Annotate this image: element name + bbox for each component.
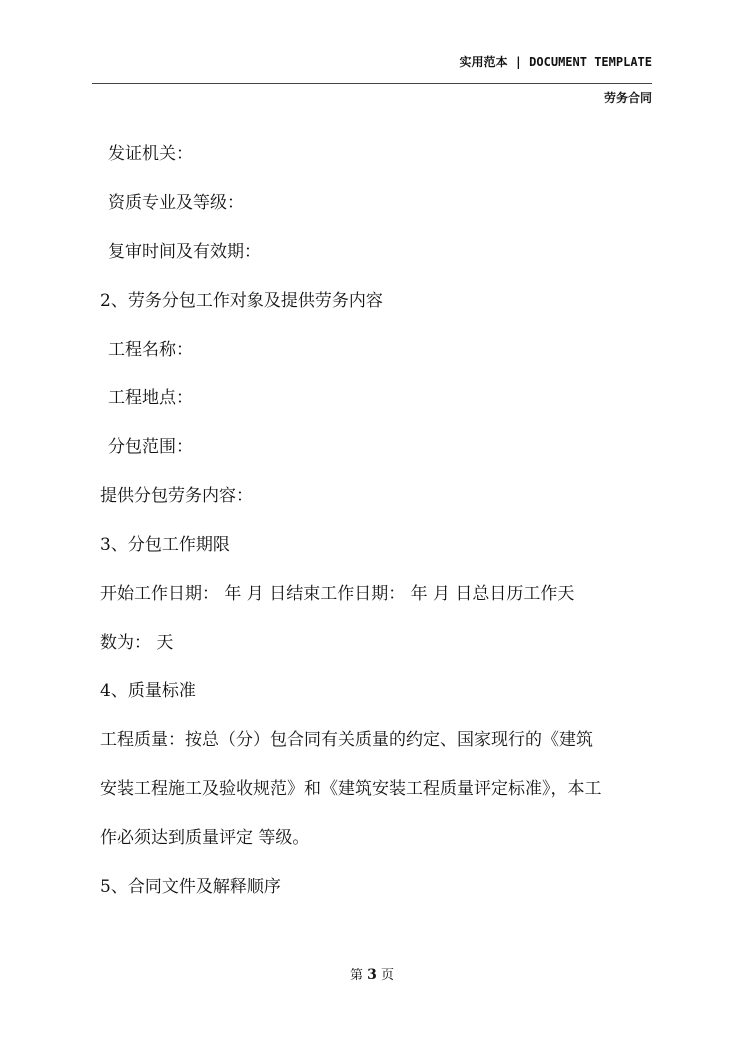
section-4-heading: 4、质量标准	[100, 681, 196, 701]
footer-suffix: 页	[381, 968, 395, 983]
section-5-heading: 5、合同文件及解释顺序	[100, 877, 281, 897]
work-period-line-1: 开始工作日期： 年 月 日结束工作日期： 年 月 日总日历工作天	[100, 584, 575, 604]
subcontract-scope-line: 分包范围：	[108, 437, 193, 457]
header-divider	[92, 83, 652, 84]
page-number: 3	[367, 967, 377, 983]
project-name-line: 工程名称：	[108, 340, 193, 360]
labor-content-line: 提供分包劳务内容：	[100, 486, 253, 506]
section-3-heading: 3、分包工作期限	[100, 535, 230, 555]
header-document-template: 实用范本 | DOCUMENT TEMPLATE	[459, 55, 652, 69]
work-period-line-2: 数为： 天	[100, 633, 174, 653]
quality-line-3: 作必须达到质量评定 等级。	[100, 828, 310, 848]
quality-line-2: 安装工程施工及验收规范》和《建筑安装工程质量评定标准》，本工	[100, 779, 602, 799]
quality-line-1: 工程质量：按总（分）包合同有关质量的约定、国家现行的《建筑	[100, 730, 593, 750]
header-subtitle: 劳务合同	[603, 91, 652, 105]
project-location-line: 工程地点：	[108, 388, 193, 408]
qualification-line: 资质专业及等级：	[108, 193, 244, 213]
review-validity-line: 复审时间及有效期：	[108, 242, 261, 262]
section-2-heading: 2、劳务分包工作对象及提供劳务内容	[100, 291, 383, 311]
page-footer	[0, 964, 744, 983]
footer-prefix: 第	[349, 968, 363, 983]
issuing-authority-line: 发证机关：	[108, 144, 193, 164]
